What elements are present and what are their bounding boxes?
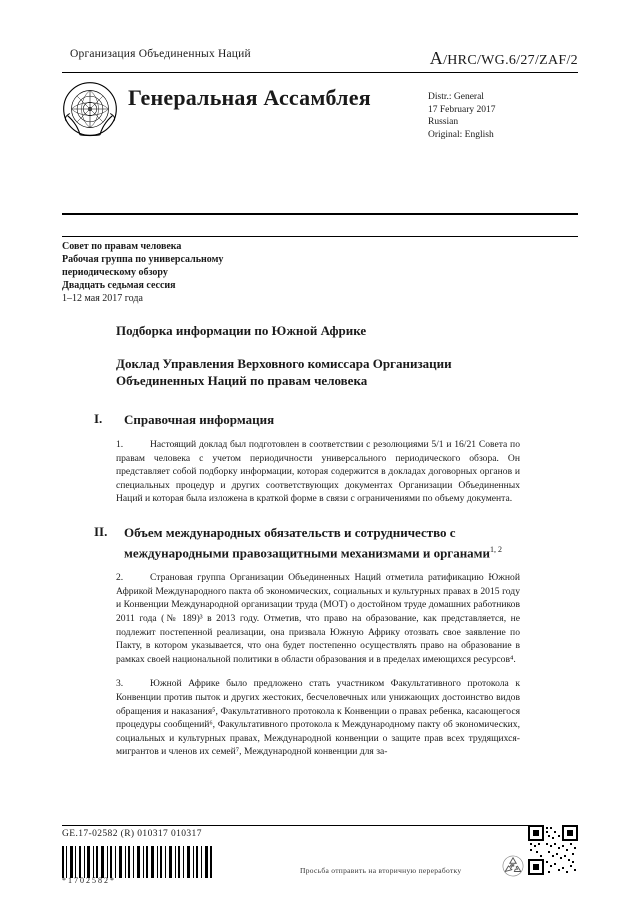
- qr-code: [528, 825, 578, 875]
- distribution-line-1: Distr.: General: [428, 92, 484, 102]
- session-number: Двадцать седьмая сессия: [62, 280, 176, 291]
- section-heading-2: [94, 523, 520, 561]
- paragraph-2: [116, 571, 520, 666]
- section-divider-thick: [62, 213, 578, 215]
- council-name: Совет по правам человека: [62, 241, 182, 252]
- section-divider-thin: [62, 236, 578, 237]
- working-group-line-2: периодическому обзору: [62, 267, 168, 278]
- document-symbol: [430, 48, 578, 69]
- paragraph-text-2: Страновая группа Организации Объединенных Наций отметила ратификацию Южной Африкой Международного пакта об экономических, социальных и культурных правах в 2015 году и Конвенции Международной организации труда (МОТ) о достойном труде домашних работников 2011 года (№ 189)³ в 2013 году. Отметив, что право на образование, как представляется, не подлежит постепенной реализации, она призвала Южную Африку отозвать свое заявление по Пакту, в котором указывается, что она будет постепенно осуществлять право на образование в рамках своей национальной политики в области образования и в пределах имеющихся ресурсов⁴.: [116, 572, 520, 665]
- section-title-1: Справочная информация: [124, 412, 275, 427]
- recycle-icon: [502, 855, 524, 877]
- masthead-rule: [62, 72, 578, 73]
- paragraph-number-3: 3.: [116, 678, 124, 690]
- paragraph-text-1: Настоящий доклад был подготовлен в соответствии с резолюциями 5/1 и 16/21 Совета по правам человека с учетом периодичности универсального периодического обзора. Он представляет собой подборку информации, которая содержится в докладах договорных органов и специальных процедур и других соответствующих документах Организации Объединенных Наций и которая была изложена в краткой форме в связи с ограничениями по объему документа.: [116, 439, 520, 505]
- document-symbol-rest: /HRC/WG.6/27/ZAF/2: [443, 53, 578, 68]
- section-number-1: I.: [94, 411, 103, 426]
- organization-name: Организация Объединенных Наций: [70, 48, 251, 60]
- council-block: [62, 240, 402, 305]
- section-title-2-text: Объем международных обязательств и сотрудничество с международными правозащитными механизмами и органами: [124, 524, 491, 561]
- document-body: [94, 322, 520, 770]
- distribution-block: [428, 79, 578, 141]
- paragraph-text-3: Южной Африке было предложено стать участником Факультативного протокола к Конвенции против пыток и других жестоких, бесчеловечных или унижающих достоинство видов обращения и наказания⁵, Факультативного протокола к Конвенции о правах ребенка, касающегося процедуры сообщений⁶, Факультативного протокола к Международному пакту об экономических, социальных и культурных правах, Международной конвенции о защите прав всех трудящихся-мигрантов и членов их семей⁷, Международной конвенции для за-: [116, 678, 520, 758]
- paragraph-number-2: 2.: [116, 572, 124, 584]
- working-group-line-1: Рабочая группа по универсальному: [62, 254, 224, 265]
- document-code: GE.17-02582 (R) 010317 010317: [62, 829, 202, 839]
- page-subtitle: Доклад Управления Верховного комиссара Организации Объединенных Наций по правам человека: [116, 356, 452, 388]
- assembly-title: Генеральная Ассамблея: [128, 85, 371, 110]
- barcode-number: *1702582*: [62, 876, 116, 885]
- organization-line: [62, 48, 578, 69]
- footer-divider: [62, 825, 578, 826]
- page-title: Подборка информации по Южной Африке: [116, 323, 367, 338]
- assembly-row: [62, 79, 578, 141]
- section-title-2-footnote-marker: 1, 2: [490, 544, 503, 554]
- paragraph-number-1: 1.: [116, 439, 124, 450]
- document-symbol-prefix: A: [429, 48, 444, 68]
- section-heading-1: [94, 411, 520, 428]
- distribution-line-2: 17 February 2017: [428, 104, 496, 115]
- session-dates: 1–12 мая 2017 года: [62, 293, 143, 304]
- barcode: [62, 846, 212, 878]
- section-title-2: [124, 524, 520, 561]
- distribution-line-4: Original: English: [428, 129, 494, 140]
- recycle-note: Просьба отправить на вторичную переработку: [300, 866, 462, 875]
- paragraph-3: [116, 677, 520, 759]
- distribution-line-3: Russian: [428, 117, 459, 127]
- un-emblem-icon: [62, 81, 118, 137]
- paragraph-1: [116, 438, 520, 506]
- section-number-2: II.: [94, 523, 108, 539]
- masthead: [62, 48, 578, 141]
